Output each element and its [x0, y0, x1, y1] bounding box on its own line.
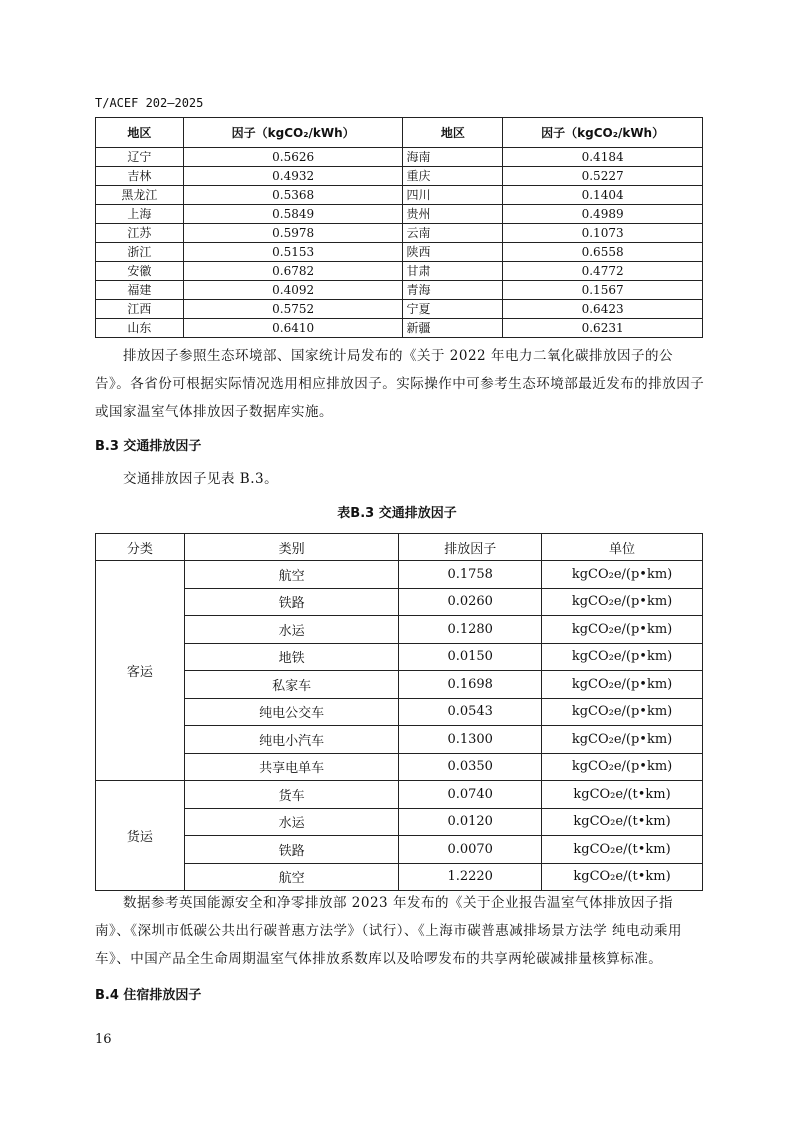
region-cell: 山东: [96, 319, 184, 338]
factor-cell: 0.6423: [503, 300, 703, 319]
table-row: [96, 243, 703, 262]
factor-cell: 0.1758: [399, 561, 542, 589]
table-row: [96, 588, 703, 616]
region-cell: 江苏: [96, 224, 184, 243]
page-number: 16: [95, 1032, 112, 1047]
header-region: 地区: [403, 118, 503, 148]
category-cell: 货运: [96, 781, 185, 891]
table-row: [96, 671, 703, 699]
table-row: [96, 616, 703, 644]
unit-cell: kgCO₂e/(p•km): [542, 671, 703, 699]
factor-cell: 0.4772: [503, 262, 703, 281]
unit-cell: kgCO₂e/(p•km): [542, 726, 703, 754]
table-row: [96, 148, 703, 167]
paragraph-data-sources: 数据参考英国能源安全和净零排放部 2023 年发布的《关于企业报告温室气体排放因子指南》、《深圳市低碳公共出行碳普惠方法学》（试行）、《上海市碳普惠减排场景方法学 纯电动乘用车》、中国产品全生命周期温室气体排放系数库以及哈啰发布的共享两轮碳减排量核算标准。: [95, 895, 683, 967]
region-cell: 安徽: [96, 262, 184, 281]
unit-cell: kgCO₂e/(p•km): [542, 616, 703, 644]
factor-cell: 0.0150: [399, 643, 542, 671]
factor-cell: 0.4184: [503, 148, 703, 167]
factor-cell: 0.0120: [399, 808, 542, 836]
factor-cell: 0.6410: [183, 319, 403, 338]
type-cell: 水运: [184, 616, 399, 644]
factor-cell: 0.4932: [183, 167, 403, 186]
region-cell: 甘肃: [403, 262, 503, 281]
factor-cell: 0.1073: [503, 224, 703, 243]
factor-cell: 0.0740: [399, 781, 542, 809]
factor-cell: 0.5626: [183, 148, 403, 167]
paragraph-electricity-note: 排放因子参照生态环境部、国家统计局发布的《关于 2022 年电力二氧化碳排放因子的公告》。各省份可根据实际情况选用相应排放因子。实际操作中可参考生态环境部最近发布的排放因子或国家温室气体排放因子数据库实施。: [95, 348, 705, 420]
region-cell: 青海: [403, 281, 503, 300]
paragraph-table-ref: 交通排放因子见表 B.3。: [123, 471, 279, 487]
factor-cell: 0.4989: [503, 205, 703, 224]
table-row: [96, 224, 703, 243]
unit-cell: kgCO₂e/(t•km): [542, 836, 703, 864]
type-cell: 私家车: [184, 671, 399, 699]
table-row: [96, 836, 703, 864]
region-cell: 宁夏: [403, 300, 503, 319]
factor-cell: 0.1698: [399, 671, 542, 699]
unit-cell: kgCO₂e/(t•km): [542, 781, 703, 809]
unit-cell: kgCO₂e/(t•km): [542, 863, 703, 891]
factor-cell: 0.6558: [503, 243, 703, 262]
factor-cell: 0.4092: [183, 281, 403, 300]
factor-cell: 0.5153: [183, 243, 403, 262]
region-cell: 黑龙江: [96, 186, 184, 205]
section-heading-b3: B.3 交通排放因子: [95, 439, 202, 454]
type-cell: 铁路: [184, 836, 399, 864]
type-cell: 铁路: [184, 588, 399, 616]
type-cell: 纯电公交车: [184, 698, 399, 726]
table-caption: 表B.3 交通排放因子: [337, 506, 457, 521]
table-row: [96, 319, 703, 338]
header-factor: 因子（kgCO₂/kWh）: [183, 118, 403, 148]
factor-cell: 0.5978: [183, 224, 403, 243]
table-row: [96, 300, 703, 319]
table-row: [96, 561, 703, 589]
header-category: 分类: [96, 534, 185, 561]
region-cell: 贵州: [403, 205, 503, 224]
factor-cell: 0.0070: [399, 836, 542, 864]
table-row: [96, 643, 703, 671]
unit-cell: kgCO₂e/(t•km): [542, 808, 703, 836]
unit-cell: kgCO₂e/(p•km): [542, 561, 703, 589]
factor-cell: 0.5227: [503, 167, 703, 186]
type-cell: 货车: [184, 781, 399, 809]
unit-cell: kgCO₂e/(p•km): [542, 643, 703, 671]
table-row: [96, 781, 703, 809]
transport-emission-factor-table: [95, 533, 703, 891]
factor-cell: 0.5752: [183, 300, 403, 319]
section-heading-b4: B.4 住宿排放因子: [95, 988, 202, 1003]
factor-cell: 0.5849: [183, 205, 403, 224]
factor-cell: 1.2220: [399, 863, 542, 891]
region-cell: 福建: [96, 281, 184, 300]
region-cell: 吉林: [96, 167, 184, 186]
factor-cell: 0.6782: [183, 262, 403, 281]
region-cell: 江西: [96, 300, 184, 319]
table-row: [96, 262, 703, 281]
type-cell: 水运: [184, 808, 399, 836]
table-header-row: [96, 534, 703, 561]
table-row: [96, 186, 703, 205]
table-row: [96, 863, 703, 891]
header-unit: 单位: [542, 534, 703, 561]
emission-factor-table-regions: [95, 117, 703, 338]
factor-cell: 0.0543: [399, 698, 542, 726]
region-cell: 上海: [96, 205, 184, 224]
factor-cell: 0.1300: [399, 726, 542, 754]
region-cell: 新疆: [403, 319, 503, 338]
table-row: [96, 281, 703, 300]
region-cell: 海南: [403, 148, 503, 167]
factor-cell: 0.1567: [503, 281, 703, 300]
type-cell: 航空: [184, 561, 399, 589]
unit-cell: kgCO₂e/(p•km): [542, 698, 703, 726]
type-cell: 航空: [184, 863, 399, 891]
type-cell: 地铁: [184, 643, 399, 671]
region-cell: 浙江: [96, 243, 184, 262]
unit-cell: kgCO₂e/(p•km): [542, 753, 703, 781]
region-cell: 辽宁: [96, 148, 184, 167]
header-factor: 因子（kgCO₂/kWh）: [503, 118, 703, 148]
factor-cell: 0.1404: [503, 186, 703, 205]
region-cell: 重庆: [403, 167, 503, 186]
type-cell: 纯电小汽车: [184, 726, 399, 754]
unit-cell: kgCO₂e/(p•km): [542, 588, 703, 616]
table-row: [96, 205, 703, 224]
header-region: 地区: [96, 118, 184, 148]
category-cell: 客运: [96, 561, 185, 781]
region-cell: 四川: [403, 186, 503, 205]
factor-cell: 0.6231: [503, 319, 703, 338]
factor-cell: 0.0350: [399, 753, 542, 781]
factor-cell: 0.1280: [399, 616, 542, 644]
table-row: [96, 698, 703, 726]
type-cell: 共享电单车: [184, 753, 399, 781]
factor-cell: 0.5368: [183, 186, 403, 205]
table-row: [96, 753, 703, 781]
factor-cell: 0.0260: [399, 588, 542, 616]
table-row: [96, 167, 703, 186]
region-cell: 云南: [403, 224, 503, 243]
document-code: T/ACEF 202—2025: [95, 96, 204, 110]
table-header-row: [96, 118, 703, 148]
header-type: 类别: [184, 534, 399, 561]
header-factor: 排放因子: [399, 534, 542, 561]
table-row: [96, 726, 703, 754]
region-cell: 陕西: [403, 243, 503, 262]
table-row: [96, 808, 703, 836]
